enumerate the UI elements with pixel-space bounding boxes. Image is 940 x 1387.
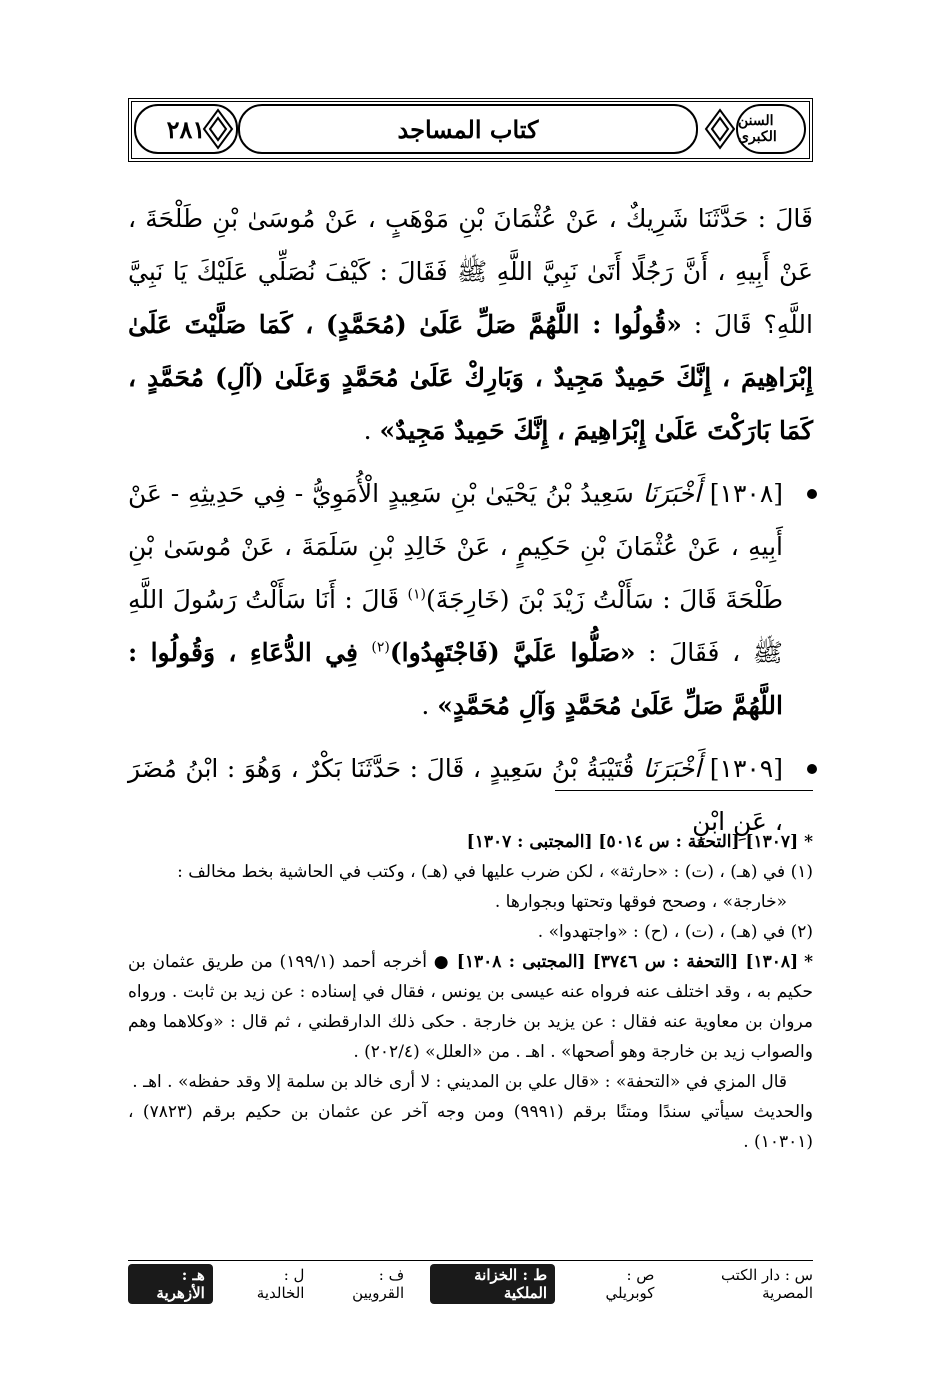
bullet-icon <box>807 489 817 499</box>
footnotes <box>128 827 813 1157</box>
prophet-quote-2: فِي الدُّعَاءِ ، وَقُولُوا : اللَّهُمَّ صَلِّ عَلَىٰ مُحَمَّدٍ وَآلِ مُحَمَّدٍ» <box>128 638 783 720</box>
footnote-ref-2[interactable]: (٢) <box>371 639 390 656</box>
ornament-knot-left <box>200 104 236 154</box>
note-body: ● أخرجه أحمد (١٩٩/١) من طريق عثمان بن حكيم به ، وقد اختلف عنه فرواه عنه عيسى بن يونس ، فقال في إسناده : عن زيد بن ثابت . ورواه مروان بن معاوية عنه فقال : عن يزيد بن خارجة . حكى ذلك الدارقطني ، ثم قال : «وكلاهما وهم والصواب زيد بن خارجة وهو أصحها» . اهـ . من «العلل» (٢٠٢/٤) . <box>128 952 813 1062</box>
legend-s: س : دار الكتب المصرية <box>720 1266 813 1302</box>
book-emblem: السنن الكبرى <box>736 104 806 154</box>
paragraph-text: قَالَ : حَدَّثَنَا شَرِيكٌ ، عَنْ عُثْمَانَ بْنِ مَوْهَبٍ ، عَنْ مُوسَىٰ بْنِ طَلْحَةَ ، عَنْ أَبِيهِ ، أَنَّ رَجُلًا أَتَىٰ نَبِيَّ اللَّهِ ﷺ فَقَالَ : كَيْفَ نُصَلِّي عَلَيْكَ يَا نَبِيَّ اللَّهِ؟ قَالَ : <box>128 204 814 339</box>
ornament-knot-right <box>702 104 738 154</box>
footnote-divider <box>555 790 813 791</box>
note-1308-later: والحديث سيأتي سندًا ومتنًا برقم (٩٩٩١) ومن وجه آخر عن عثمان بن حكيم برقم (٧٨٢٣) ، (١٠٣٠١) . <box>128 1102 813 1152</box>
asterisk-icon: * <box>804 952 813 972</box>
paragraph-end: . <box>363 416 380 445</box>
footnote-2: (٢) في (هـ) ، (ت) ، (ح) : «واجتهدوا» . <box>537 922 813 942</box>
hadith-1308 <box>128 467 813 732</box>
hadith-number: [١٣٠٩] <box>709 754 783 783</box>
manuscript-legend <box>128 1268 813 1300</box>
paragraph-1307-continued <box>128 192 813 457</box>
legend-rule <box>128 1260 813 1261</box>
note-1308 <box>128 947 813 1067</box>
footnote-1-cont: «خارجة» ، وصحح فوقها وتحتها وبجوارها . <box>494 892 787 912</box>
isnad-text: سَعِيدُ بْنُ يَحْيَىٰ بْنِ سَعِيدٍ الْأُمَوِيُّ - فِي حَدِيثِهِ - عَنْ أَبِيهِ ، عَنْ عُثْمَانَ بْنِ حَكِيمٍ ، عَنْ خَالِدِ بْنِ سَلَمَةَ ، عَنْ مُوسَىٰ بْنِ طَلْحَةَ قَالَ : سَأَلْتُ زَيْدَ بْنَ (خَارِجَةَ) <box>128 479 783 614</box>
legend-h: هـ : الأزهرية <box>128 1264 213 1304</box>
page-number: ٢٨١ <box>134 104 238 154</box>
bullet-icon <box>807 764 817 774</box>
footnote-ref-1[interactable]: (١) <box>407 586 426 603</box>
legend-t: ط : الخزانة الملكية <box>430 1264 555 1304</box>
legend-f: ف : القرويين <box>352 1266 405 1302</box>
note-1308-mizzi: قال المزي في «التحفة» : «قال علي بن المديني : لا أرى خالد بن سلمة إلا وقد حفظه» . اهـ . <box>132 1072 787 1092</box>
legend-s2: ص : كوبريلي <box>605 1266 655 1302</box>
isnad-text: قُتَيْبَةُ بْنُ سَعِيدٍ ، قَالَ : حَدَّثَنَا بَكْرٌ ، وَهُوَ : ابْنُ مُضَرَ ، عَنِ ابْنِ <box>128 754 783 836</box>
note-ref-text: [١٣٠٧] [التحفة : س ٥٠١٤] [المجتبى : ١٣٠٧] <box>466 832 799 852</box>
note-ref-text: [١٣٠٨] [التحفة : س ٣٧٤٦] [المجتبى : ١٣٠٨] <box>456 952 799 972</box>
isnad-text-2: قَالَ : أَنَا سَأَلْتُ رَسُولَ اللَّهِ ﷺ ، فَقَالَ : <box>128 585 783 667</box>
footnote-1: (١) في (هـ) ، (ت) : «حارثة» ، لكن ضرب عليها في (هـ) ، وكتب في الحاشية بخط مخالف : <box>177 862 813 882</box>
akhbarana-word: أَخْبَرَنَا <box>642 754 702 783</box>
paragraph-end: . <box>421 691 438 720</box>
akhbarana-word: أَخْبَرَنَا <box>642 479 701 508</box>
book-title: كتاب المساجد <box>238 104 698 154</box>
hadith-number: [١٣٠٨] <box>709 479 784 508</box>
prophet-quote: «قُولُوا : اللَّهُمَّ صَلِّ عَلَىٰ (مُحَمَّدٍ) ، كَمَا صَلَّيْتَ عَلَىٰ إِبْرَاهِيمَ ، إِنَّكَ حَمِيدٌ مَجِيدٌ ، وَبَارِكْ عَلَىٰ مُحَمَّدٍ وَعَلَىٰ (آلِ) مُحَمَّدٍ ، كَمَا بَارَكْتَ عَلَىٰ إِبْرَاهِيمَ ، إِنَّكَ حَمِيدٌ مَجِيدٌ» <box>128 310 813 445</box>
legend-l: ل : الخالدية <box>256 1266 305 1302</box>
main-text <box>128 192 813 848</box>
asterisk-icon: * <box>804 832 813 852</box>
prophet-quote: «صَلُّوا عَلَيَّ (فَاجْتَهِدُوا) <box>389 638 636 667</box>
note-1307 <box>128 827 813 857</box>
